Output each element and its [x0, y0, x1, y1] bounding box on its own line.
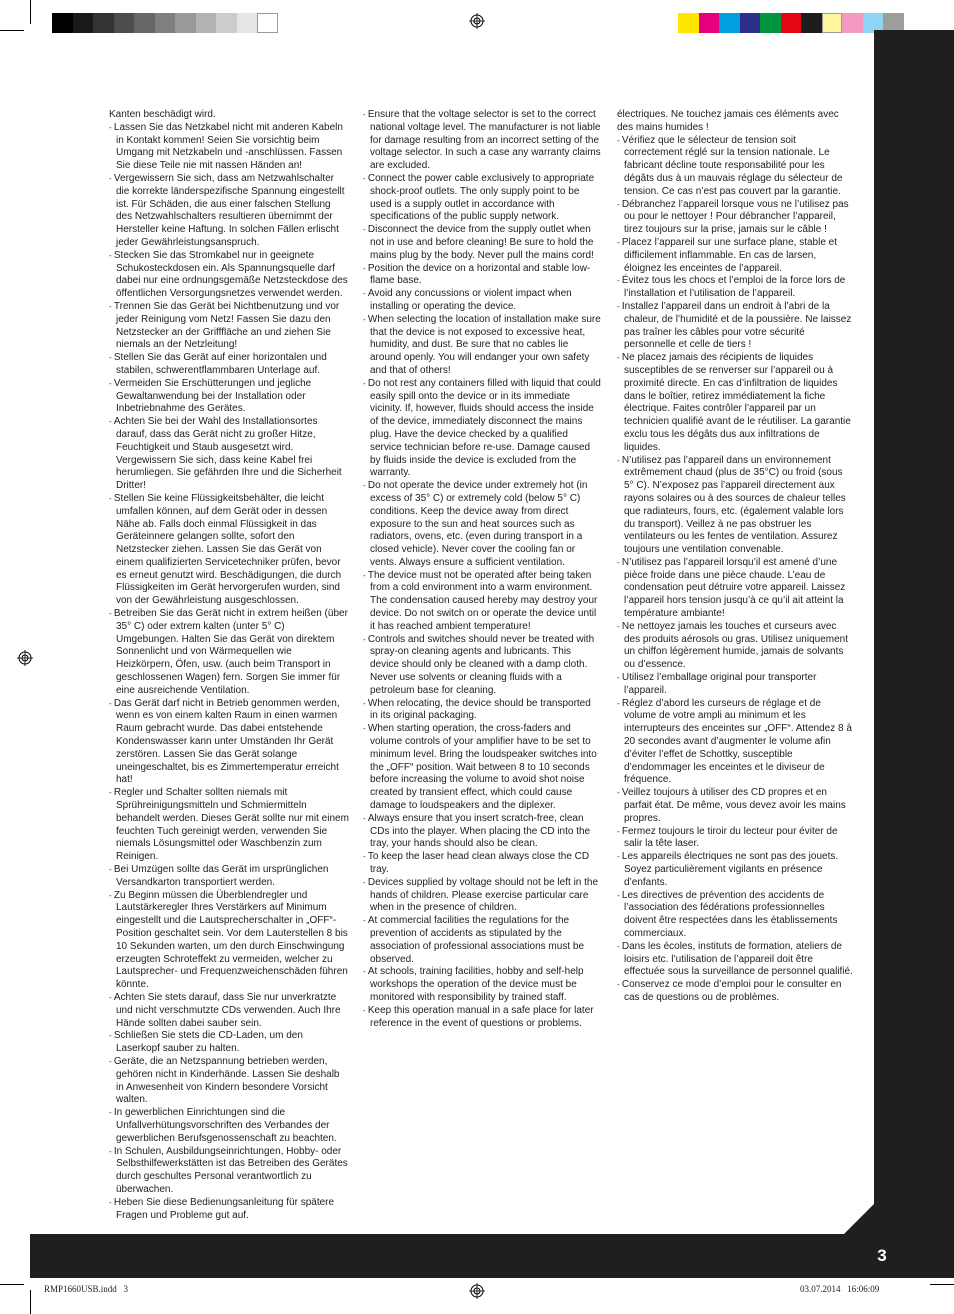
color-swatch — [237, 13, 258, 33]
safety-instruction: - Keep this operation manual in a safe place for later reference in the event of questions or problems. — [363, 1005, 601, 1031]
safety-instruction: - Évitez tous les chocs et l’emploi de la force lors de l’installation et l’utilisation de l’appareil. — [617, 275, 853, 301]
safety-instruction: - Schließen Sie stets die CD-Laden, um den Laserkopf sauber zu halten. — [109, 1030, 349, 1056]
slug-filename: RMP1660USB.indd 3 — [44, 1284, 129, 1294]
safety-instruction: - Geräte, die an Netzspannung betrieben werden, gehören nicht in Kinderhände. Lassen Sie deshalb in Anwesenheit von Kindern besondere Vorsicht walten. — [109, 1056, 349, 1107]
crop-mark — [30, 0, 31, 24]
safety-instruction: - Stecken Sie das Stromkabel nur in geeignete Schukosteckdosen ein. Als Spannungsquelle darf dabei nur eine ordnungsgemäße Netzsteckdose des öffentlichen Versorgungsnetzes verwendet werden. — [109, 250, 349, 301]
column-german — [109, 109, 349, 1222]
safety-instruction: - Conservez ce mode d’emploi pour le consulter en cas de questions ou de problèmes. — [617, 979, 853, 1005]
safety-instruction: - Do not rest any containers filled with liquid that could easily spill onto the device or in its immediate vicinity. If, however, fluids should access the inside of the device, immediately disconnect the mains plug. Have the device checked by a qualified service technician before re-use. Damage caused by fluids inside the device is excluded from the warranty. — [363, 378, 601, 480]
color-swatch — [740, 13, 761, 33]
safety-instruction: - Connect the power cable exclusively to appropriate shock-proof outlets. The only supply point to be used is a supply outlet in accordance with specifications of the public supply network. — [363, 173, 601, 224]
registration-mark-icon — [17, 650, 33, 666]
safety-instruction: - Das Gerät darf nicht in Betrieb genommen werden, wenn es von einem kalten Raum in einen warmen Raum gebracht wurde. Das dabei entstehende Kondenswasser kann unter Umständen Ihr Gerät zerstören. Lassen Sie das Gerät solange uneingeschaltet, bis es Zimmertemperatur erreicht hat! — [109, 698, 349, 788]
safety-instruction: - Vergewissern Sie sich, dass am Netzwahlschalter die korrekte länderspezifische Spannung eingestellt ist. Für Schäden, die aus einer falschen Stellung des Netzwahlschalters resultieren übernimmt der Hersteller keine Haftung. In solchen Fällen erlischt jeder Gewährleistungsanspruch. — [109, 173, 349, 250]
safety-instruction: - Stellen Sie das Gerät auf einer horizontalen und stabilen, schwerentflammbaren Unterlage auf. — [109, 352, 349, 378]
safety-instruction: - Achten Sie stets darauf, dass Sie nur unverkratzte und nicht verschmutzte CDs verwenden. Auch Ihre Hände sollten dabei sauber sein. — [109, 992, 349, 1030]
safety-instruction: - Avoid any concussions or violent impact when installing or operating the device. — [363, 288, 601, 314]
safety-instruction: - Always ensure that you insert scratch-free, clean CDs into the player. When placing the CD into the tray, your hands should also be clean. — [363, 813, 601, 851]
safety-instruction: - N’utilisez pas l’appareil lorsqu’il est amené d’une pièce froide dans une pièce chaude. L’eau de condensation peut détruire votre appareil. Laissez l’appareil hors tension jusqu’à ce qu’il ait atteint la température ambiante! — [617, 557, 853, 621]
color-swatch — [801, 13, 822, 33]
safety-instruction: - Fermez toujours le tiroir du lecteur pour éviter de salir la tête laser. — [617, 826, 853, 852]
safety-instruction: - When starting operation, the cross-faders and volume controls of your amplifier have to be set to minimum level. Bring the loudspeaker switches into the „OFF“ position. Wait between 8 to 10 seconds before increasing the volume to avoid shot noise created by transient effect, which could cause damage to loudspeakers and the diplexer. — [363, 723, 601, 813]
safety-instruction: - N’utilisez pas l’appareil dans un environnement extrêmement chaud (plus de 35°C) ou froid (sous 5° C). N’exposez pas l’appareil directement aux rayons solaires ou à des sources de chaleur telles que radiateurs, fours, etc. (également valable lors du transport). Veillez à ne pas obstruer les ventilateurs ou les fentes de ventilation. Assurez toujours une ventilation convenable. — [617, 455, 853, 557]
safety-instruction: - Do not operate the device under extremely hot (in excess of 35° C) or extremely cold (below 5° C) conditions. Keep the device away from direct exposure to the sun and heat sources such as radiators, ovens, etc. (even during transport in a closed vehicle). Never cover the cooling fan or vents. Always ensure a sufficient ventilation. — [363, 480, 601, 570]
safety-instruction: - In gewerblichen Einrichtungen sind die Unfallverhütungsvorschriften des Verbandes der gewerblichen Berufsgenossenschaft zu beachten. — [109, 1107, 349, 1145]
page-number: 3 — [877, 1246, 887, 1265]
safety-instruction: - Lassen Sie das Netzkabel nicht mit anderen Kabeln in Kontakt kommen! Seien Sie vorsichtig beim Umgang mit Netzkabeln und -anschlüssen. Fassen Sie diese Teile nie mit nassen Händen an! — [109, 122, 349, 173]
color-swatch — [196, 13, 217, 33]
safety-instruction: - Stellen Sie keine Flüssigkeitsbehälter, die leicht umfallen können, auf dem Gerät oder in dessen Nähe ab. Falls doch einmal Flüssigkeit in das Geräteinnere gelangen sollte, sofort den Netzstecker ziehen. Lassen Sie das Gerät von einem qualifizierten Servicetechniker prüfen, bevor es erneut genutzt wird. Beschädigungen, die durch Flüssigkeiten im Gerät hervorgerufen wurden, sind von der Gewährleistung ausgeschlossen. — [109, 493, 349, 608]
safety-instruction: - Les appareils électriques ne sont pas des jouets. Soyez particulièrement vigilants en présence d’enfants. — [617, 851, 853, 889]
registration-mark-icon — [469, 1283, 485, 1299]
safety-instruction: - To keep the laser head clean always close the CD tray. — [363, 851, 601, 877]
color-swatch — [822, 13, 843, 33]
safety-instruction: - When selecting the location of installation make sure that the device is not exposed to excessive heat, humidity, and dust. Be sure that no cables lie around openly. You will endanger your own safety and that of others! — [363, 314, 601, 378]
safety-instruction: - When relocating, the device should be transported in its original packaging. — [363, 698, 601, 724]
page-sidebar-band — [874, 30, 954, 1234]
crop-mark — [930, 1284, 954, 1285]
color-swatch — [842, 13, 863, 33]
page-footer-band — [30, 1234, 954, 1278]
safety-instruction: - At schools, training facilities, hobby and self-help workshops the operation of the device must be monitored with responsibility by trained staff. — [363, 966, 601, 1004]
registration-mark-icon — [469, 13, 485, 29]
safety-instruction: - Ne nettoyez jamais les touches et curseurs avec des produits aérosols ou gras. Utilisez uniquement un chiffon légèrement humide, jamais de solvants ou d’essence. — [617, 621, 853, 672]
color-swatch — [678, 13, 699, 33]
color-swatch — [52, 13, 73, 33]
color-swatch — [93, 13, 114, 33]
color-swatch — [257, 13, 278, 33]
crop-mark — [0, 30, 24, 31]
color-swatch — [699, 13, 720, 33]
safety-instruction: - Utilisez l’emballage original pour transporter l’appareil. — [617, 672, 853, 698]
safety-instruction: - Les directives de prévention des accidents de l’association des fédérations professionnelles doivent être respectées dans les établissements commerciaux. — [617, 890, 853, 941]
color-swatch — [175, 13, 196, 33]
column-french — [617, 109, 853, 1005]
color-swatch — [114, 13, 135, 33]
safety-instruction: - Zu Beginn müssen die Überblendregler und Lautstärkeregler Ihres Verstärkers auf Minimum eingestellt und die Lautsprecherschalter in „OFF“-Position geschaltet sein. Vor dem Lauterstellen 8 bis 10 Sekunden warten, um den durch Einschwingung erzeugten Schroteffekt zu vermeiden, welcher zu Lautsprecher- und Frequenzweichenschäden führen könnte. — [109, 890, 349, 992]
safety-instruction: - Ensure that the voltage selector is set to the correct national voltage level. The manufacturer is not liable for damage resulting from an incorrect setting of the voltage selector. In such a case any warranty claims are excluded. — [363, 109, 601, 173]
safety-instruction: - At commercial facilities the regulations for the prevention of accidents as stipulated by the association of professional associations must be observed. — [363, 915, 601, 966]
safety-instruction: Kanten beschädigt wird. — [109, 109, 216, 120]
safety-instruction: électriques. Ne touchez jamais ces éléments avec des mains humides ! — [617, 109, 839, 133]
safety-instruction: - Ne placez jamais des récipients de liquides susceptibles de se renverser sur l’appareil ou à proximité directe. En cas d’infiltration de liquides dans le boîtier, retirez immédiatement la fiche électrique. Faites contrôler l’appareil par un technicien qualifié avant de le réutiliser. La garantie exclu tous les dégâts dus aux infiltrations de liquides. — [617, 352, 853, 454]
safety-instruction: - Devices supplied by voltage should not be left in the hands of children. Please exercise particular care when in the presence of children. — [363, 877, 601, 915]
safety-instruction: - Vermeiden Sie Erschütterungen und jegliche Gewaltanwendung bei der Installation oder Inbetriebnahme des Gerätes. — [109, 378, 349, 416]
safety-instruction: - Vérifiez que le sélecteur de tension soit correctement réglé sur la tension nationale. Le fabricant décline toute responsabilité pour les dégâts dus à un mauvais réglage du sélecteur de tension. Ce cas n’est pas couvert par la garantie. — [617, 135, 853, 199]
safety-instruction: - The device must not be operated after being taken from a cold environment into a warm environment. The condensation caused hereby may destroy your device. Do not switch on or operate the device until it has reached ambient temperature! — [363, 570, 601, 634]
safety-instruction: - Position the device on a horizontal and stable low-flame base. — [363, 263, 601, 289]
safety-instruction: - Disconnect the device from the supply outlet when not in use and before cleaning! Be sure to hold the mains plug by the body. Never pull the mains cord! — [363, 224, 601, 262]
safety-instruction: - Placez l’appareil sur une surface plane, stable et difficilement inflammable. En cas de larsen, éloignez les enceintes de l’appareil. — [617, 237, 853, 275]
safety-instruction: - Dans les écoles, instituts de formation, ateliers de loisirs etc. l’utilisation de l’appareil doit être effectuée sous la surveillance de personnel qualifié. — [617, 941, 853, 979]
color-swatch — [134, 13, 155, 33]
safety-instruction: - Controls and switches should never be treated with spray-on cleaning agents and lubricants. This device should only be cleaned with a damp cloth. Never use solvents or cleaning fluids with a petroleum base for cleaning. — [363, 634, 601, 698]
safety-instruction: - Trennen Sie das Gerät bei Nichtbenutzung und vor jeder Reinigung vom Netz! Fassen Sie dazu den Netzstecker an der Grifffläche an und ziehen Sie niemals an der Netzleitung! — [109, 301, 349, 352]
safety-instruction: - Regler und Schalter sollten niemals mit Sprühreinigungsmitteln und Schmiermitteln behandelt werden. Dieses Gerät sollte nur mit einem feuchten Tuch gereinigt werden, verwenden Sie niemals Lösungsmittel oder Waschbenzin zum Reinigen. — [109, 787, 349, 864]
color-swatch — [760, 13, 781, 33]
safety-instruction: - Débranchez l’appareil lorsque vous ne l’utilisez pas ou pour le nettoyer ! Pour débrancher l’appareil, tirez toujours sur la prise, jamais sur le câble ! — [617, 199, 853, 237]
safety-instruction: - Installez l’appareil dans un endroit à l’abri de la chaleur, de l’humidité et de la poussière. Ne laissez pas traîner les câbles pour votre sécurité personnelle et celle de tiers ! — [617, 301, 853, 352]
color-swatch — [73, 13, 94, 33]
color-swatch — [155, 13, 176, 33]
safety-instruction: - In Schulen, Ausbildungseinrichtungen, Hobby- oder Selbsthilfewerkstätten ist das Betreiben des Gerätes durch geschultes Personal verantwortlich zu überwachen. — [109, 1146, 349, 1197]
color-swatch — [719, 13, 740, 33]
safety-instruction: - Heben Sie diese Bedienungsanleitung für spätere Fragen und Probleme gut auf. — [109, 1197, 349, 1223]
safety-instruction: - Betreiben Sie das Gerät nicht in extrem heißen (über 35° C) oder extrem kalten (unter 5° C) Umgebungen. Halten Sie das Gerät von direktem Sonnenlicht und von Wärmequellen wie Heizkörpern, Öfen, usw. (auch beim Transport in geschlossenen Wagen) fern. Sorgen Sie immer für eine ausreichende Ventilation. — [109, 608, 349, 698]
column-english — [363, 109, 601, 1030]
slug-date: 03.07.2014 16:06:09 — [800, 1284, 880, 1294]
crop-mark — [0, 1284, 24, 1285]
color-swatch — [781, 13, 802, 33]
footer-corner-notch — [844, 1204, 874, 1234]
safety-instruction: - Bei Umzügen sollte das Gerät im ursprünglichen Versandkarton transportiert werden. — [109, 864, 349, 890]
crop-mark — [30, 1290, 31, 1314]
safety-instruction: - Réglez d’abord les curseurs de réglage et de volume de votre ampli au minimum et les interrupteurs des enceintes sur „OFF“. Attendez 8 à 20 secondes avant d’augmenter le volume afin d’éviter l’effet de Schottky, susceptible d’endommager les enceintes et le diviseur de fréquence. — [617, 698, 853, 788]
safety-instruction: - Veillez toujours à utiliser des CD propres et en parfait état. De même, vous devez avoir les mains propres. — [617, 787, 853, 825]
color-swatch — [216, 13, 237, 33]
safety-instruction: - Achten Sie bei der Wahl des Installationsortes darauf, dass das Gerät nicht zu großer Hitze, Feuchtigkeit und Staub ausgesetzt wird. Vergewissern Sie sich, dass keine Kabel frei herumliegen. Sie gefährden Ihre und die Sicherheit Dritter! — [109, 416, 349, 493]
